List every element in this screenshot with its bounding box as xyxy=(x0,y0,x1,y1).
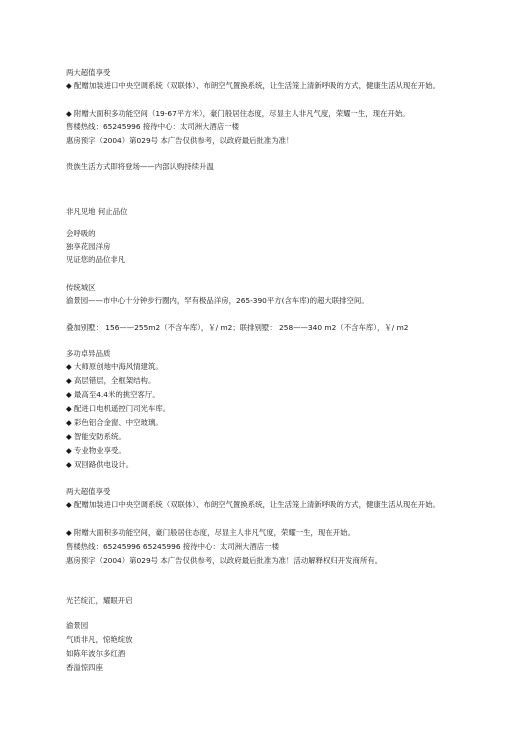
section-heading: 非凡见地 何止品位 xyxy=(66,207,128,216)
bullet-paragraph: ◆ 配赠加装进口中央空调系统（双联体）、布朗空气置换系统，让生活笼上清新呼吸的方式，健康生活从现在开始。 xyxy=(66,500,440,509)
text-line: 如陈年波尔多红酒 xyxy=(66,649,126,658)
bullet-paragraph: ◆ 附赠大面积多功能空间，豪门般居住态度，尽显主人非凡气度，荣耀一生，现在开始。 xyxy=(66,528,355,537)
feature-item: ◆ 配进口电机遥控门司光车库。 xyxy=(66,404,171,413)
section-heading: 多功卓异品质 xyxy=(66,349,111,358)
section-heading: 两大超值享受 xyxy=(66,487,111,496)
feature-item: ◆ 彩色铝合金窗、中空玻璃。 xyxy=(66,418,163,427)
text-line: 见证您的品位非凡 xyxy=(66,255,126,264)
section-heading: 传统城区 xyxy=(66,283,96,292)
feature-item: ◆ 智能安防系统。 xyxy=(66,432,126,441)
description-text: 渝景园——市中心十分钟步行圈内，罕有极品洋房，265-390平方(含车库)的超大联排空间。 xyxy=(66,296,369,305)
section-heading: 两大超值享受 xyxy=(66,68,111,77)
text-line: 气质非凡，惊艳绽放 xyxy=(66,635,133,644)
feature-item: ◆ 高层错层，全框架结构。 xyxy=(66,376,156,385)
text-line: 会呼吸的 xyxy=(66,229,96,238)
text-line: 香溢惊四座 xyxy=(66,663,103,672)
license-text: 惠房预字（2004）第029号 本广告仅供参考，以政府最后批准为准！活动解释权归开发商所有。 xyxy=(66,556,383,565)
feature-item: ◆ 专业物业享受。 xyxy=(66,446,126,455)
feature-item: ◆ 大师原创地中海风情建筑。 xyxy=(66,362,163,371)
license-text: 惠房预字（2004）第029号 本广告仅供参考，以政府最后批准为准！ xyxy=(66,136,294,145)
feature-item: ◆ 最高至4.4米的挑空客厅。 xyxy=(66,390,160,399)
text-line: 渝景园 xyxy=(66,621,89,630)
bullet-paragraph: ◆ 配赠加装进口中央空调系统（双联体）、布朗空气置换系统，让生活笼上清新呼吸的方式，健康生活从现在开始。 xyxy=(66,81,440,90)
text-line: 独享花园洋房 xyxy=(66,242,111,251)
tagline: 贵族生活方式即将登场——内部认购持续升温 xyxy=(66,162,214,171)
price-text: 叠加别墅： 156——255m2（不含车库），￥/ m2；联排别墅： 258——340 m2（不含车库），￥/ m2 xyxy=(66,323,409,332)
feature-item: ◆ 双回路供电设计。 xyxy=(66,460,134,469)
bullet-paragraph: ◆ 附赠大面积多功能空间（19-67平方米），豪门般居住态度，尽显主人非凡气度，荣耀一生，现在开始。 xyxy=(66,109,410,118)
tagline: 光芒绽汇，耀眼开启 xyxy=(66,596,133,605)
hotline-text: 售楼热线：65245996 65245996 接待中心：太司洲大酒店一楼 xyxy=(66,542,279,551)
hotline-text: 售楼热线：65245996 接待中心：太司洲大酒店一楼 xyxy=(66,122,239,131)
